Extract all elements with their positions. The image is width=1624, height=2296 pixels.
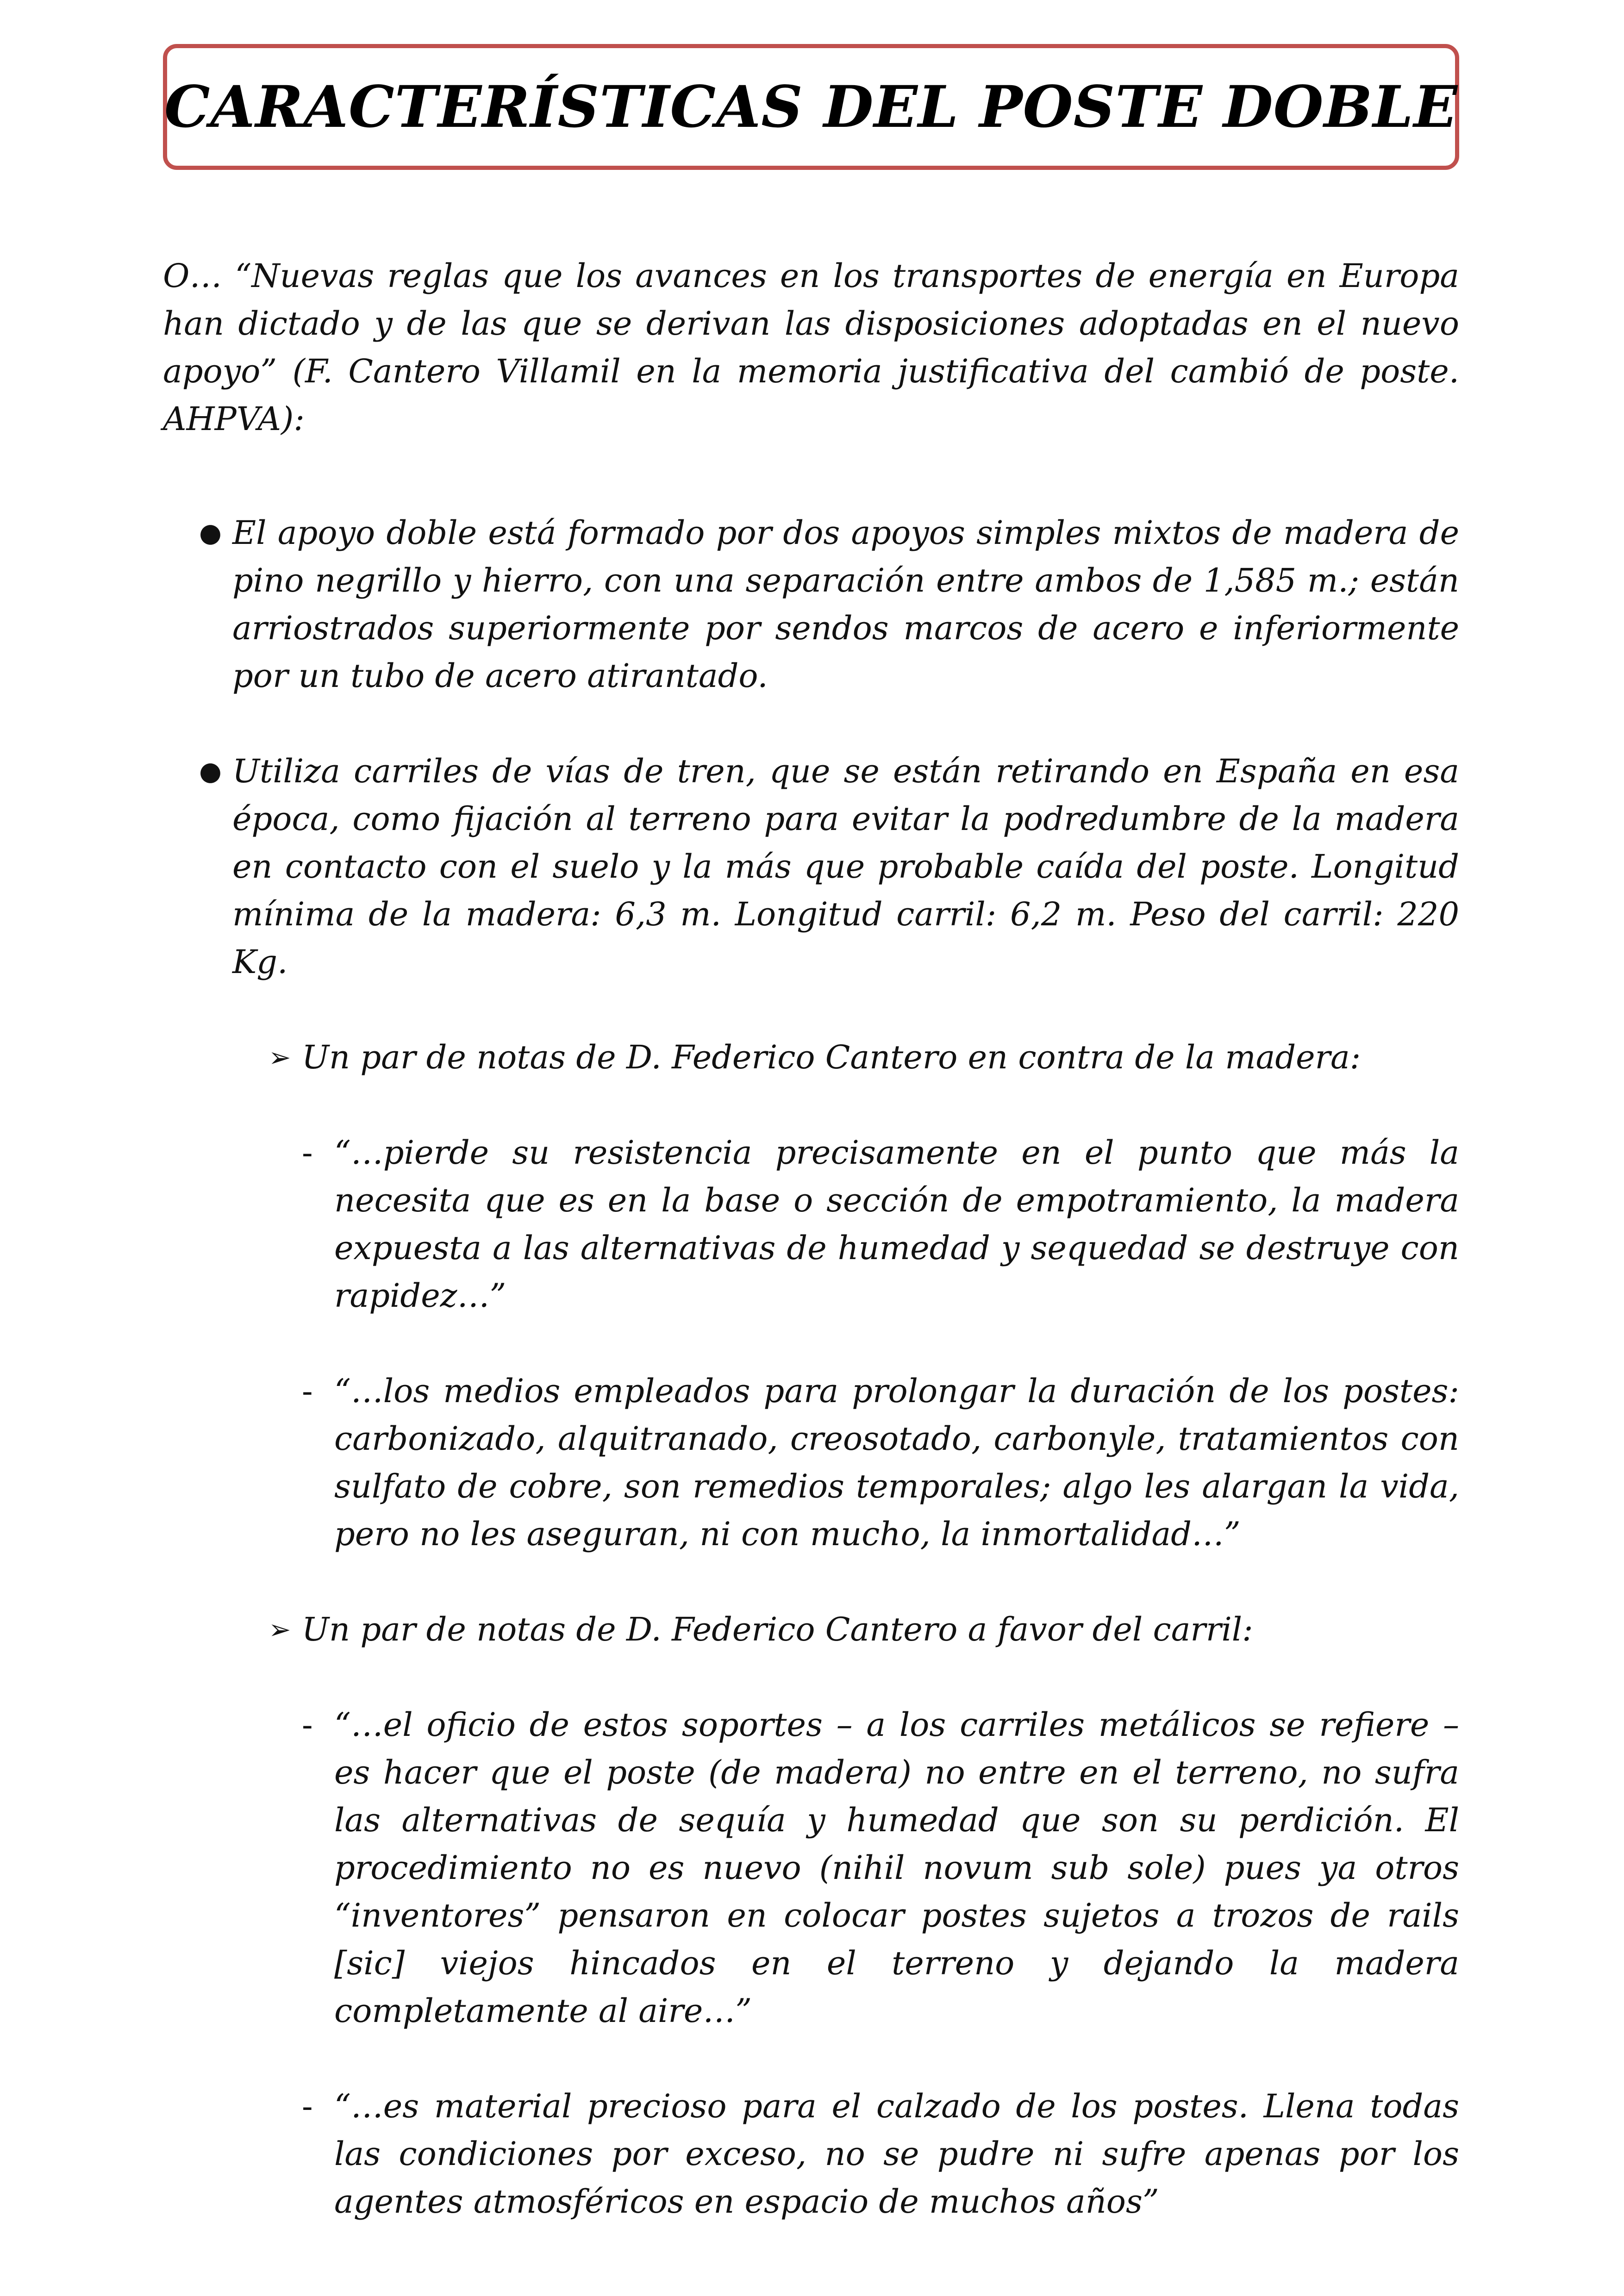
quote-text: “…el oficio de estos soportes – a los carriles metálicos se refiere – es hacer que el poste (de madera) no entre en el terreno, no sufra las alternativas de sequía y humedad que son su perdición. El procedimiento no es nuevo (nihil novum sub sole) pues ya otros “inventores” pensaron en colocar postes sujetos a trozos de rails [sic] viejos hincados en el terreno y dejando la madera completamente al aire…” [334, 1706, 1459, 2030]
dash-icon: - [302, 1134, 313, 1172]
quote-item [163, 1701, 1459, 2035]
section-heading [163, 1034, 1459, 1081]
quote-text: “…pierde su resistencia precisamente en el punto que más la necesita que es en la base o sección de empotramiento, la madera expuesta a las alternativas de humedad y sequedad se destruye con rapidez…” [334, 1134, 1459, 1315]
bullet-text: El apoyo doble está formado por dos apoyos simples mixtos de madera de pino negrillo y hierro, con una separación entre ambos de 1,585 m.; están arriostrados superiormente por sendos marcos de acero e inferiormente por un tubo de acero atirantado. [232, 514, 1459, 695]
bullet-icon: ● [199, 756, 222, 786]
quote-item [163, 1367, 1459, 1558]
bullet-item [163, 748, 1459, 986]
dash-icon: - [302, 2087, 313, 2125]
arrowhead-icon: ➢ [269, 1042, 291, 1073]
section-heading [163, 1606, 1459, 1653]
quote-item [163, 2083, 1459, 2226]
bullet-list [163, 509, 1459, 986]
section-heading-text: Un par de notas de D. Federico Cantero en contra de la madera: [302, 1038, 1361, 1076]
page-title: CARACTERÍSTICAS DEL POSTE DOBLE [164, 73, 1458, 141]
intro-paragraph: O… “Nuevas reglas que los avances en los transportes de energía en Europa han dictado y de las que se derivan las disposiciones adoptadas en el nuevo apoyo” (F. Cantero Villamil en la memoria justificativa del cambió de poste. AHPVA): [163, 257, 1459, 438]
document-body [163, 252, 1459, 2273]
quote-text: “…los medios empleados para prolongar la duración de los postes: carbonizado, alquitranado, creosotado, carbonyle, tratamientos con sulfato de cobre, son remedios temporales; algo les alargan la vida, pero no les aseguran, ni con mucho, la inmortalidad…” [334, 1372, 1459, 1553]
dash-icon: - [302, 1706, 313, 1744]
bullet-icon: ● [199, 518, 222, 548]
bullet-item [163, 509, 1459, 700]
quote-item [163, 1129, 1459, 1320]
section-heading-text: Un par de notas de D. Federico Cantero a favor del carril: [302, 1610, 1253, 1648]
title-box [163, 44, 1459, 170]
arrowhead-icon: ➢ [269, 1614, 291, 1645]
dash-icon: - [302, 1372, 313, 1410]
bullet-text: Utiliza carriles de vías de tren, que se están retirando en España en esa época, como fijación al terreno para evitar la podredumbre de la madera en contacto con el suelo y la más que probable caída del poste. Longitud mínima de la madera: 6,3 m. Longitud carril: 6,2 m. Peso del carril: 220 Kg. [232, 752, 1459, 981]
quote-text: “…es material precioso para el calzado de los postes. Llena todas las condiciones por exceso, no se pudre ni sufre apenas por los agentes atmosféricos en espacio de muchos años” [334, 2087, 1459, 2221]
